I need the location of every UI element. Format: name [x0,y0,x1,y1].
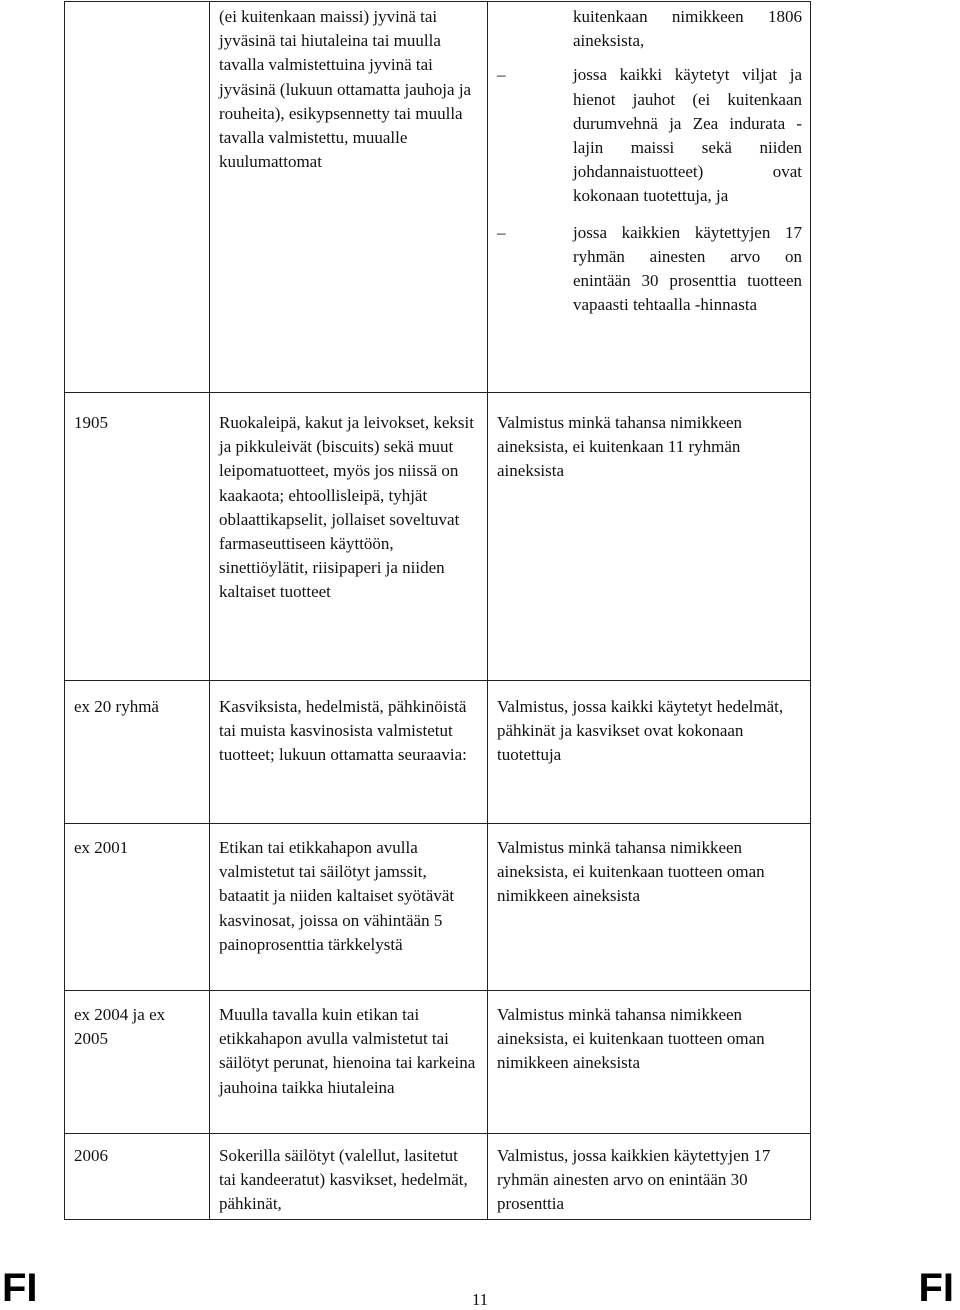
table-row [65,824,811,991]
table-row [65,991,811,1134]
description-cell: Sokerilla säilötyt (valellut, lasitetut tai kandeeratut) kasvikset, hedelmät, pähkinät, [210,1134,488,1220]
description-cell: Kasviksista, hedelmistä, pähkinöistä tai muista kasvinosista valmistetut tuotteet; lukuun ottamatta seuraavia: [210,681,488,824]
heading-code-cell: ex 2001 [65,824,210,991]
condition-cell: Valmistus, jossa kaikkien käytettyjen 17 ryhmän ainesten arvo on enintään 30 prosenttia [488,1134,811,1220]
page-number: 11 [471,1290,489,1309]
description-cell: (ei kuitenkaan maissi) jyvinä tai jyväsinä tai hiutaleina tai muulla tavalla valmistettuina jyvinä tai jyväsinä (lukuun ottamatta jauhoja ja rouheita), esikypsennetty tai muulla tavalla valmistettu, muualle kuulumattomat [210,2,488,393]
condition-intro: kuitenkaan nimikkeen 1806 aineksista, [573,7,802,51]
language-code-right: FI [918,1266,954,1310]
language-code-left: FI [2,1266,38,1310]
table-row [65,2,811,393]
heading-code-cell: 2006 [65,1134,210,1220]
description-cell: Etikan tai etikkahapon avulla valmistetut tai säilötyt jamssit, bataatit ja niiden kaltaiset syötävät kasvinosat, joissa on vähintään 5 painoprosenttia tärkkelystä [210,824,488,991]
condition-cell [488,2,811,393]
condition-dash-item: – jossa kaikkien käytettyjen 17 ryhmän ainesten arvo on enintään 30 prosenttia tuotteen vapaasti tehtaalla -hinnasta [497,221,802,318]
condition-cell: Valmistus minkä tahansa nimikkeen aineksista, ei kuitenkaan tuotteen oman nimikkeen aineksista [488,824,811,991]
description-cell: Muulla tavalla kuin etikan tai etikkahapon avulla valmistetut tai säilötyt perunat, hienoina tai karkeina jauhoina taikka hiutaleina [210,991,488,1134]
condition-dash-item: – jossa kaikki käytetyt viljat ja hienot jauhot (ei kuitenkaan durumvehnä ja Zea indurata -lajin maissi sekä niiden johdannaistuotteet) ovat kokonaan tuotettuja, ja [497,63,802,208]
heading-code-cell [65,2,210,393]
description-cell: Ruokaleipä, kakut ja leivokset, keksit ja pikkuleivät (biscuits) sekä muut leipomatuotteet, myös jos niissä on kaakaota; ehtoollisleipä, tyhjät oblaattikapselit, jollaiset soveltuvat farmaseuttiseen käyttöön, sinettiöylätit, riisipaperi ja niiden kaltaiset tuotteet [210,393,488,681]
condition-cell: Valmistus, jossa kaikki käytetyt hedelmät, pähkinät ja kasvikset ovat kokonaan tuotettuja [488,681,811,824]
condition-cell: Valmistus minkä tahansa nimikkeen aineksista, ei kuitenkaan 11 ryhmän aineksista [488,393,811,681]
condition-cell: Valmistus minkä tahansa nimikkeen aineksista, ei kuitenkaan tuotteen oman nimikkeen aineksista [488,991,811,1134]
rules-of-origin-table [64,1,811,1220]
heading-code-cell: ex 2004 ja ex 2005 [65,991,210,1134]
table-row [65,1134,811,1220]
heading-code-cell: 1905 [65,393,210,681]
table-row [65,681,811,824]
table-row [65,393,811,681]
heading-code-cell: ex 20 ryhmä [65,681,210,824]
